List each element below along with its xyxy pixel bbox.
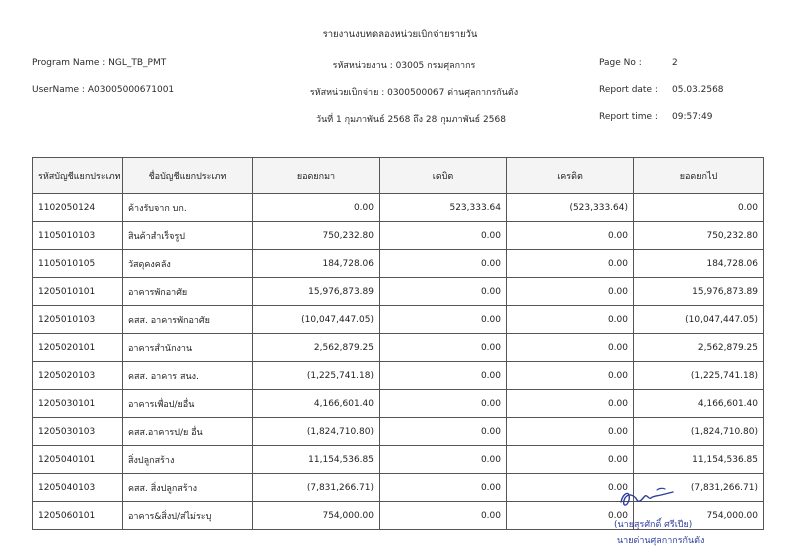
cell-account-name: คสส.อาคารป/ย อื่น [123,418,253,446]
cell-debit: 0.00 [380,390,507,418]
cell-debit: 0.00 [380,362,507,390]
cell-opening: (1,225,741.18) [253,362,380,390]
report-date-label: Report date : [599,85,658,95]
cell-credit: 0.00 [507,418,634,446]
cell-credit: 0.00 [507,362,634,390]
cell-account-name: คสส. อาคารพักอาศัย [123,306,253,334]
cell-opening: 15,976,873.89 [253,278,380,306]
header-closing-balance: ยอดยกไป [634,158,764,194]
header-account-code: รหัสบัญชีแยกประเภท [33,158,123,194]
cell-account-name: อาคารเพื่อป/ยอื่น [123,390,253,418]
cell-account-name: ค้างรับจาก บก. [123,194,253,222]
table-row [33,306,764,334]
cell-closing: (1,824,710.80) [634,418,764,446]
cell-closing: (10,047,447.05) [634,306,764,334]
cell-account-code: 1105010105 [33,250,123,278]
cell-credit: 0.00 [507,222,634,250]
table-row [33,390,764,418]
cell-closing: 15,976,873.89 [634,278,764,306]
cell-credit: 0.00 [507,446,634,474]
table-row [33,418,764,446]
cell-closing: 754,000.00 [634,502,764,530]
date-range: วันที่ 1 กุมภาพันธ์ 2568 ถึง 28 กุมภาพันธ์ 2568 [316,115,506,125]
table-row [33,334,764,362]
cell-account-name: วัสดุคงคลัง [123,250,253,278]
cell-opening: (7,831,266.71) [253,474,380,502]
disburse-code: รหัสหน่วยเบิกจ่าย : 0300500067 ด่านศุลกากรกันตัง [309,88,519,98]
cell-account-code: 1205040101 [33,446,123,474]
cell-closing: 11,154,536.85 [634,446,764,474]
cell-closing: 750,232.80 [634,222,764,250]
page-no-label: Page No : [599,58,642,68]
cell-account-code: 1205010101 [33,278,123,306]
cell-credit: 0.00 [507,502,634,530]
cell-debit: 0.00 [380,418,507,446]
report-time-value: 09:57:49 [672,112,713,122]
cell-debit: 0.00 [380,250,507,278]
cell-account-name: สิ่งปลูกสร้าง [123,446,253,474]
cell-closing: (1,225,741.18) [634,362,764,390]
cell-account-code: 1205060101 [33,502,123,530]
cell-credit: 0.00 [507,474,634,502]
cell-account-name: อาคาร&สิ่งป/ส่ไม่ระบุ [123,502,253,530]
header-credit: เครดิต [507,158,634,194]
cell-account-code: 1205030101 [33,390,123,418]
cell-debit: 0.00 [380,334,507,362]
cell-debit: 0.00 [380,474,507,502]
report-date-value: 05.03.2568 [672,85,724,95]
stamp-name: (นายสุรศักดิ์ ศรีเปีย) [614,520,693,530]
cell-closing: 184,728.06 [634,250,764,278]
cell-debit: 523,333.64 [380,194,507,222]
table-row [33,278,764,306]
cell-opening: (10,047,447.05) [253,306,380,334]
table-row [33,194,764,222]
cell-account-code: 1105010103 [33,222,123,250]
cell-opening: 184,728.06 [253,250,380,278]
header-opening-balance: ยอดยกมา [253,158,380,194]
header-account-name: ชื่อบัญชีแยกประเภท [123,158,253,194]
cell-opening: 754,000.00 [253,502,380,530]
table-row [33,250,764,278]
cell-credit: 0.00 [507,306,634,334]
table-header-row [33,158,764,194]
cell-credit: 0.00 [507,390,634,418]
cell-credit: 0.00 [507,334,634,362]
cell-opening: 4,166,601.40 [253,390,380,418]
cell-opening: (1,824,710.80) [253,418,380,446]
cell-credit: 0.00 [507,250,634,278]
cell-debit: 0.00 [380,306,507,334]
cell-account-name: อาคารสำนักงาน [123,334,253,362]
agency-code: รหัสหน่วยงาน : 03005 กรมศุลกากร [332,61,476,71]
cell-account-code: 1205030103 [33,418,123,446]
cell-credit: (523,333.64) [507,194,634,222]
cell-account-code: 1205040103 [33,474,123,502]
header-debit: เดบิต [380,158,507,194]
cell-closing: 2,562,879.25 [634,334,764,362]
cell-account-code: 1102050124 [33,194,123,222]
signature-mark [617,484,677,512]
table-row [33,222,764,250]
cell-account-code: 1205020103 [33,362,123,390]
program-name: Program Name : NGL_TB_PMT [32,58,167,68]
table-row [33,362,764,390]
trial-balance-table [32,157,764,530]
cell-closing: 0.00 [634,194,764,222]
cell-account-name: คสส. สิ่งปลูกสร้าง [123,474,253,502]
cell-opening: 2,562,879.25 [253,334,380,362]
table-row [33,446,764,474]
report-time-label: Report time : [599,112,658,122]
cell-account-code: 1205010103 [33,306,123,334]
page-no-value: 2 [672,58,678,68]
cell-closing: (7,831,266.71) [634,474,764,502]
cell-opening: 750,232.80 [253,222,380,250]
cell-debit: 0.00 [380,222,507,250]
user-name: UserName : A03005000671001 [32,85,175,95]
cell-opening: 0.00 [253,194,380,222]
cell-credit: 0.00 [507,278,634,306]
cell-account-name: คสส. อาคาร สนง. [123,362,253,390]
cell-debit: 0.00 [380,502,507,530]
cell-account-name: อาคารพักอาศัย [123,278,253,306]
cell-debit: 0.00 [380,446,507,474]
report-title: รายงานงบทดลองหน่วยเบิกจ่ายรายวัน [322,29,478,40]
stamp-position: นายด่านศุลกากรกันตัง [617,536,705,546]
cell-debit: 0.00 [380,278,507,306]
cell-closing: 4,166,601.40 [634,390,764,418]
cell-account-code: 1205020101 [33,334,123,362]
cell-opening: 11,154,536.85 [253,446,380,474]
cell-account-name: สินค้าสำเร็จรูป [123,222,253,250]
